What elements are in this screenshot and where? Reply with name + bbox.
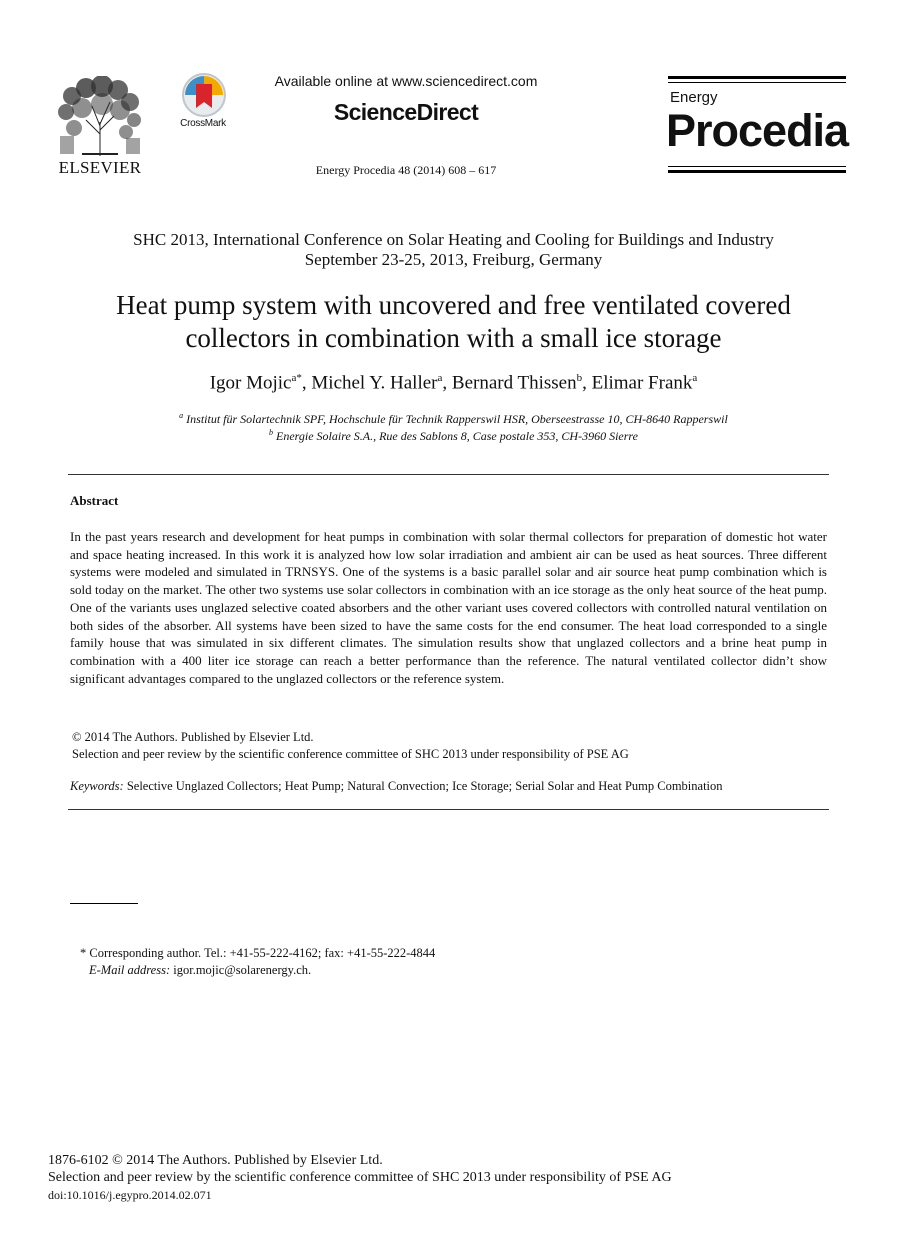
author-name: Bernard Thissen <box>451 372 577 394</box>
journal-name-large: Procedia <box>666 105 849 156</box>
abstract-body: In the past years research and development for heat pumps in combination with solar thermal collectors for preparation of domestic hot water and space heating increased. In this work it is analyzed how low solar irradiation and ambient air can be used as heat sources. Three different systems were modeled and simulated in TRNSYS. One of the systems is a basic parallel solar and air source heat pump combination which is sold today on the market. The other two systems use solar collectors in combination with an ice storage as the only heat source of the heat pump. One of the variants uses unglazed selective coated absorbers and the other variant uses covered collectors with controlled natural ventilation on both sides of the absorber. All systems have been sized to have the same costs for the end consumer. The heat load corresponded to a single family house that was simulated in six different climates. The simulation results show that unglazed collectors and a brine heat pump in combination with a 400 liter ice storage can reach a better performance than the reference. The natural ventilated collector didn’t show significant advantages compared to the unglazed collectors or the reference system. <box>70 529 827 686</box>
author-name: Elimar Frank <box>591 372 693 394</box>
conference-date-line: September 23-25, 2013, Freiburg, Germany <box>304 250 603 269</box>
author-list <box>40 372 867 394</box>
paper-title: Heat pump system with uncovered and free ventilated covered <box>116 290 791 320</box>
affiliation-mark: a <box>179 411 184 420</box>
affiliation <box>40 411 867 427</box>
keywords <box>70 779 723 794</box>
affiliation <box>40 428 867 444</box>
logo-rule <box>668 166 846 167</box>
author-affiliation-mark: a* <box>291 372 302 384</box>
affiliation-text: Institut für Solartechnik SPF, Hochschule für Technik Rapperswil HSR, Oberseestrasse 10, CH-8640 Rapperswil <box>183 412 728 426</box>
logo-rule <box>668 76 846 79</box>
crossmark-label: CrossMark <box>180 118 226 129</box>
elsevier-wordmark: ELSEVIER <box>58 158 142 177</box>
available-online-text: Available online at www.sciencedirect.com <box>274 73 538 89</box>
keywords-list: Selective Unglazed Collectors; Heat Pump; Natural Convection; Ice Storage; Serial Solar and Heat Pump Combination <box>123 779 723 793</box>
keywords-label: Keywords: <box>70 779 124 793</box>
peer-review-notice: Selection and peer review by the scientific conference committee of SHC 2013 under responsibility of PSE AG <box>72 747 629 761</box>
affiliation-text: Energie Solaire S.A., Rue des Sablons 8, Case postale 353, CH-3960 Sierre <box>273 429 638 443</box>
logo-rule <box>668 170 846 173</box>
section-divider <box>68 809 829 810</box>
corresponding-author: * Corresponding author. Tel.: +41-55-222-4162; fax: +41-55-222-4844 <box>80 946 436 960</box>
peer-review-footer: Selection and peer review by the scientific conference committee of SHC 2013 under responsibility of PSE AG <box>48 1170 672 1185</box>
author-email <box>89 963 311 978</box>
author-separator: , <box>442 372 452 394</box>
footnote-rule <box>70 903 138 904</box>
journal-name-small: Energy <box>670 89 718 106</box>
issn-copyright: 1876-6102 © 2014 The Authors. Published by Elsevier Ltd. <box>48 1153 383 1168</box>
author-affiliation-mark: a <box>692 372 698 384</box>
abstract-heading: Abstract <box>70 493 119 508</box>
author-separator: , <box>582 372 592 394</box>
author-affiliation-mark: a <box>437 372 443 384</box>
author-name: Igor Mojic <box>209 372 292 394</box>
sciencedirect-logo: ScienceDirect <box>333 99 479 125</box>
logo-rule <box>668 82 846 83</box>
conference-line: SHC 2013, International Conference on Solar Heating and Cooling for Buildings and Industry <box>133 230 774 249</box>
email-label: E-Mail address: <box>89 963 171 977</box>
author-separator: , <box>301 372 312 394</box>
affiliation-mark: b <box>269 428 274 437</box>
author-name: Michel Y. Haller <box>311 372 438 394</box>
paper-title: collectors in combination with a small ice storage <box>185 323 722 353</box>
doi-link[interactable]: doi:10.1016/j.egypro.2014.02.071 <box>48 1188 212 1202</box>
section-divider <box>68 474 829 475</box>
email-address[interactable]: igor.mojic@solarenergy.ch. <box>170 963 312 977</box>
journal-citation: Energy Procedia 48 (2014) 608 – 617 <box>315 163 497 177</box>
author-affiliation-mark: b <box>576 372 583 384</box>
copyright-notice: © 2014 The Authors. Published by Elsevier Ltd. <box>72 730 314 744</box>
